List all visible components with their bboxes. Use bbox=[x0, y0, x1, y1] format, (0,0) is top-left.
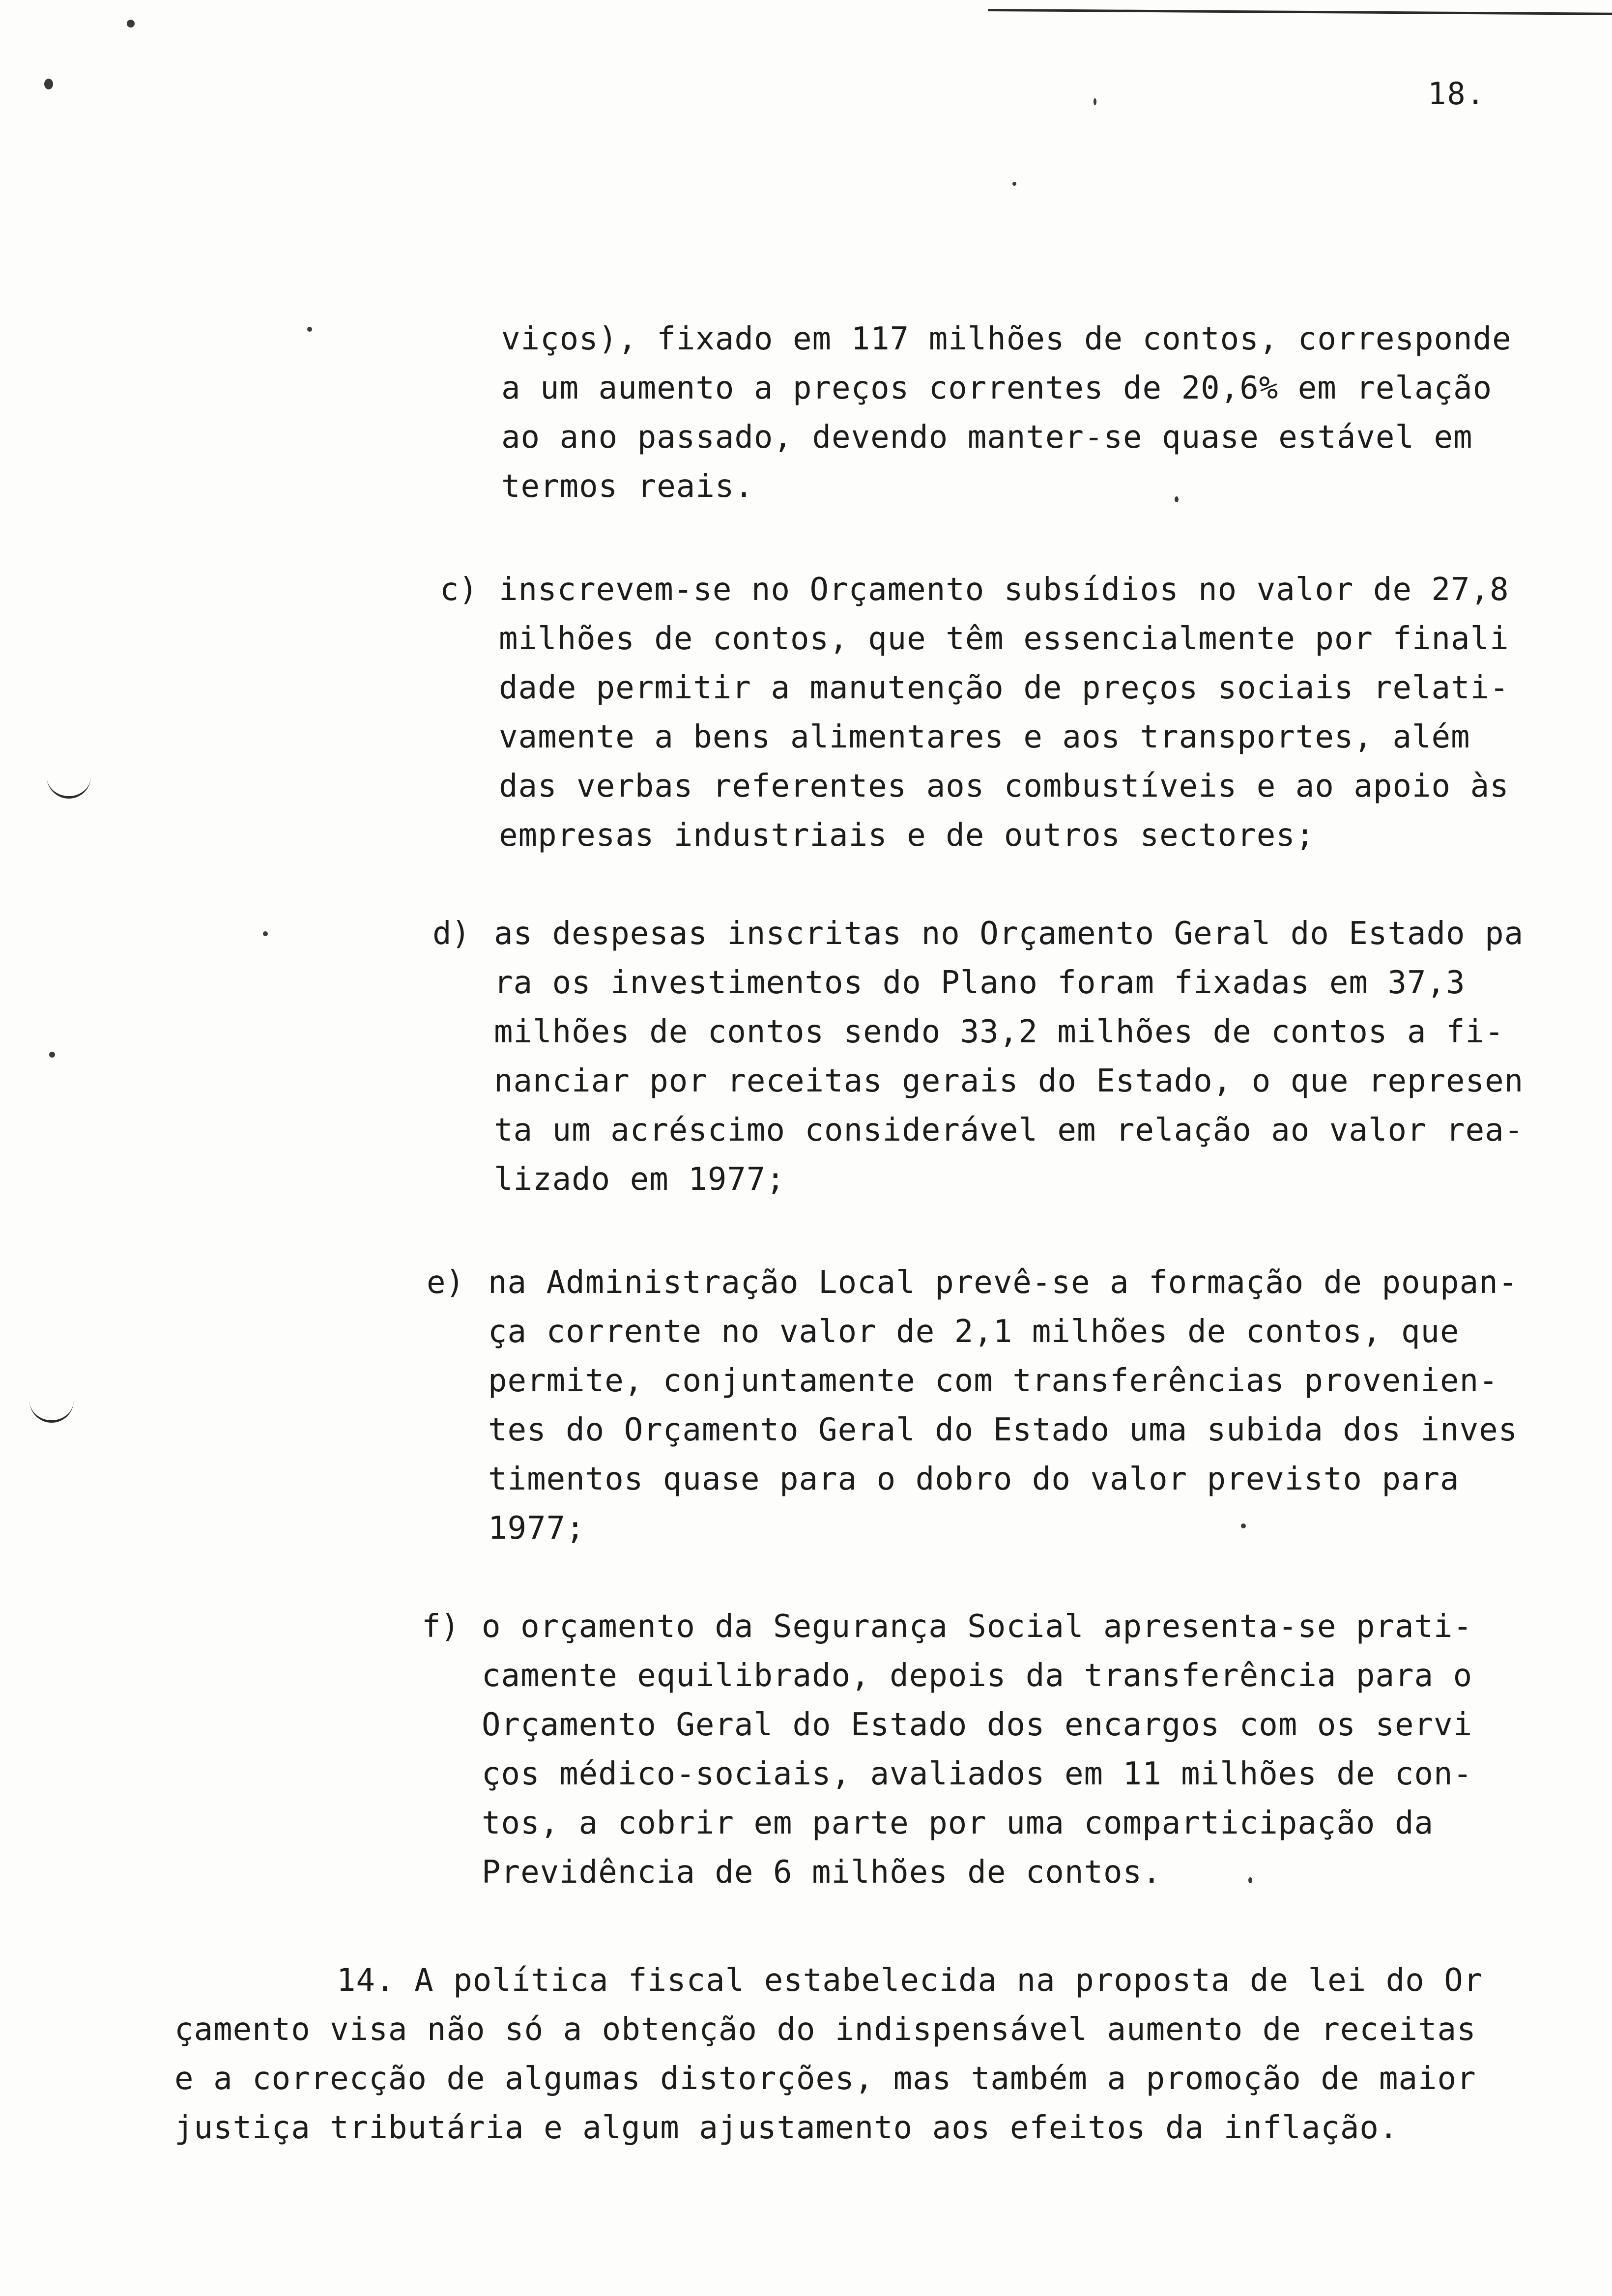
item-c-label: c) bbox=[440, 572, 478, 608]
text-line: na Administração Local prevê-se a formação de poupan- bbox=[488, 1264, 1518, 1301]
item-d-label: d) bbox=[432, 916, 471, 952]
text-line: a um aumento a preços correntes de 20,6% em relação bbox=[501, 370, 1493, 406]
text-line: tes do Orçamento Geral do Estado uma subida dos inves bbox=[488, 1412, 1518, 1448]
scan-speck bbox=[49, 1052, 55, 1058]
scan-speck bbox=[1094, 98, 1096, 105]
text-line: ao ano passado, devendo manter-se quase estável em bbox=[501, 419, 1473, 456]
text-line: Previdência de 6 milhões de contos. bbox=[482, 1854, 1162, 1891]
text-line: 1977; bbox=[488, 1510, 585, 1547]
text-line: viços), fixado em 117 milhões de contos, corresponde bbox=[501, 321, 1512, 357]
text-line: ços médico-sociais, avaliados em 11 milhões de con- bbox=[482, 1756, 1473, 1792]
continuation-paragraph bbox=[501, 315, 1512, 511]
scan-speck bbox=[307, 327, 312, 332]
text-line: lizado em 1977; bbox=[494, 1161, 785, 1198]
scan-speck bbox=[127, 20, 135, 28]
item-f-label: f) bbox=[422, 1608, 460, 1645]
text-line: ta um acréscimo considerável em relação ao valor rea- bbox=[494, 1112, 1524, 1148]
text-line: Orçamento Geral do Estado dos encargos com os servi bbox=[482, 1707, 1473, 1743]
text-line: permite, conjuntamente com transferências provenien- bbox=[488, 1363, 1498, 1399]
text-line: termos reais. bbox=[501, 468, 754, 505]
text-line: çamento visa não só a obtenção do indispensável aumento de receitas bbox=[174, 2011, 1476, 2048]
item-e-text bbox=[488, 1258, 1518, 1553]
text-line: camente equilibrado, depois da transferência para o bbox=[482, 1658, 1473, 1694]
text-line: timentos quase para o dobro do valor previsto para bbox=[488, 1461, 1460, 1497]
binder-mark-upper bbox=[47, 776, 91, 799]
top-edge-rule bbox=[988, 9, 1612, 15]
text-line: ça corrente no valor de 2,1 milhões de contos, que bbox=[488, 1314, 1460, 1350]
text-line: milhões de contos, que têm essencialmente por finali bbox=[499, 621, 1509, 657]
text-line: dade permitir a manutenção de preços sociais relati- bbox=[499, 670, 1509, 706]
text-line: nanciar por receitas gerais do Estado, o que represen bbox=[494, 1063, 1524, 1099]
text-line: vamente a bens alimentares e aos transportes, além bbox=[499, 719, 1470, 755]
text-line: ra os investimentos do Plano foram fixadas em 37,3 bbox=[494, 965, 1466, 1001]
scan-speck bbox=[263, 931, 268, 936]
text-line: empresas industriais e de outros sectores; bbox=[499, 817, 1315, 854]
paragraph-14 bbox=[174, 1956, 1483, 2152]
text-line: as despesas inscritas no Orçamento Geral do Estado pa bbox=[494, 916, 1524, 952]
scan-speck bbox=[44, 79, 53, 89]
text-line: tos, a cobrir em parte por uma comparticipação da bbox=[482, 1805, 1434, 1841]
text-line: 14. A política fiscal estabelecida na proposta de lei do Or bbox=[337, 1962, 1483, 1999]
item-c-text bbox=[499, 565, 1509, 860]
text-line: inscrevem-se no Orçamento subsídios no valor de 27,8 bbox=[499, 572, 1509, 608]
item-d-text bbox=[494, 909, 1524, 1204]
item-f-text bbox=[482, 1602, 1472, 1897]
page-number: 18. bbox=[1428, 76, 1486, 112]
scan-speck bbox=[1012, 182, 1016, 186]
text-line: justiça tributária e algum ajustamento aos efeitos da inflação. bbox=[174, 2110, 1399, 2146]
item-e-label: e) bbox=[427, 1264, 465, 1301]
text-line: das verbas referentes aos combustíveis e ao apoio às bbox=[499, 768, 1509, 804]
text-line: milhões de contos sendo 33,2 milhões de contos a fi- bbox=[494, 1014, 1504, 1050]
text-line: o orçamento da Segurança Social apresenta-se prati- bbox=[482, 1608, 1473, 1645]
text-line: e a correcção de algumas distorções, mas também a promoção de maior bbox=[174, 2061, 1476, 2097]
binder-mark-lower bbox=[29, 1401, 74, 1423]
